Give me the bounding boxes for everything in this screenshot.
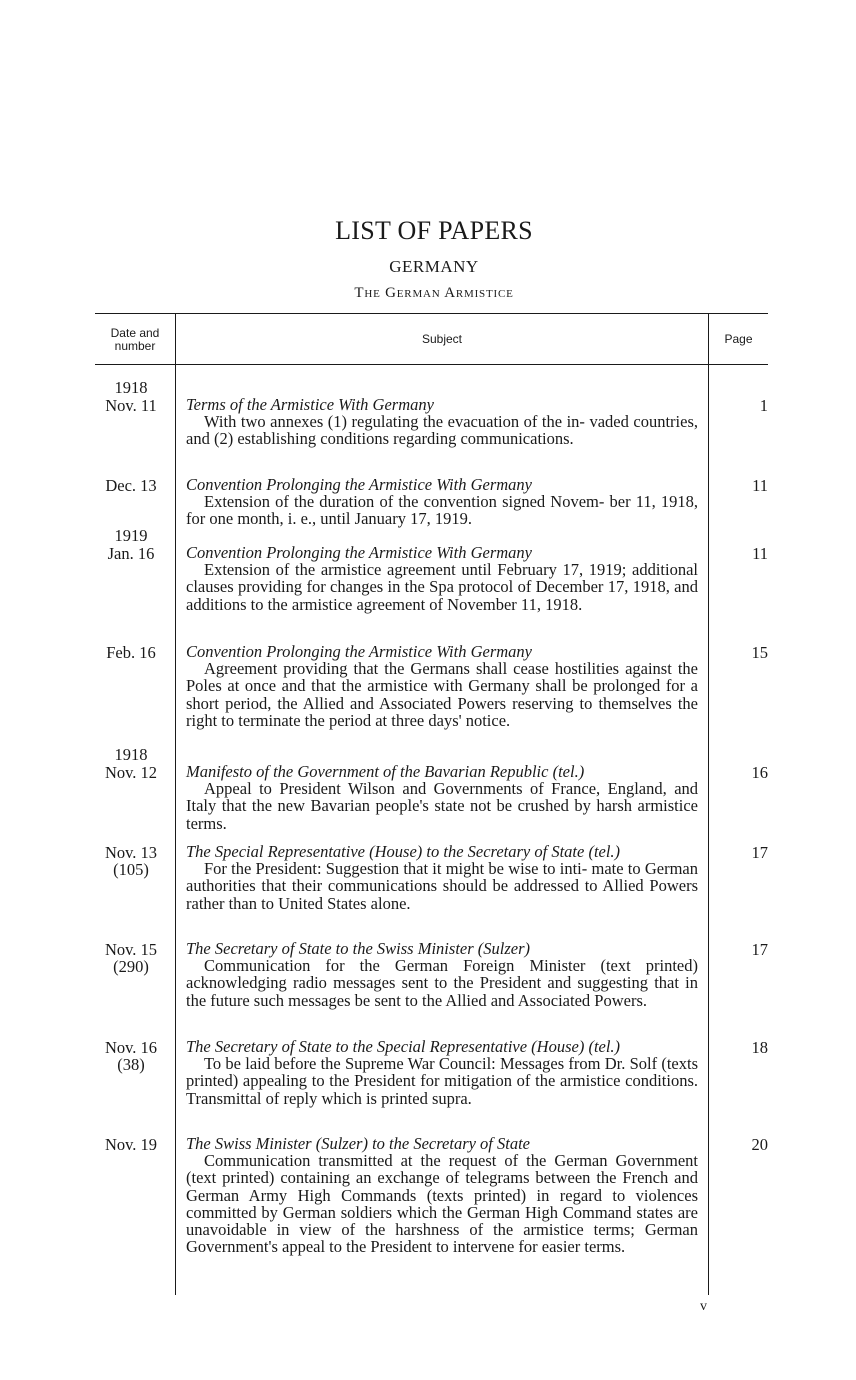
list-item: [186, 396, 698, 448]
entry-number: (38): [117, 1055, 145, 1074]
entry-description: [186, 1055, 698, 1107]
table-header-rule: [95, 364, 768, 365]
header-page: Page: [724, 332, 753, 346]
entry-title: The Secretary of State to the Special Representative (House) (tel.): [186, 1037, 621, 1056]
entry-description: [186, 413, 698, 447]
entry-date: Nov. 12: [104, 763, 158, 782]
entry-description-rest: vaded countries, and (2) establishing conditions regarding communications.: [186, 412, 698, 449]
entry-description: [186, 493, 698, 527]
entry-title: Convention Prolonging the Armistice With Germany: [186, 475, 533, 494]
entry-number: (290): [113, 957, 149, 976]
list-item: [186, 843, 698, 912]
list-item: [186, 940, 698, 1009]
entry-year: 1918: [114, 745, 148, 764]
entry-description-rest: ber 11, 1918, for one month, i. e., until January 17, 1919.: [186, 492, 698, 529]
list-item: [186, 476, 698, 528]
entry-description-first: Agreement providing that the Germans shall cease hostilities: [204, 659, 620, 679]
entry-description-first: Extension of the armistice agreement until February 17,: [204, 560, 584, 580]
entry-description: [186, 561, 698, 613]
entry-date: Nov. 15: [104, 940, 158, 959]
entry-description: [186, 957, 698, 1009]
entry-description: [186, 780, 698, 832]
entry-description-rest: mate to German authorities that their communications should be addressed to Allied Powers rather than to United States alone.: [186, 859, 698, 913]
entry-title: Convention Prolonging the Armistice With Germany: [186, 642, 533, 661]
entry-page: 20: [751, 1135, 768, 1154]
entry-description-first: With two annexes (1) regulating the evacuation of the in-: [204, 412, 585, 432]
entry-title: The Secretary of State to the Swiss Minister (Sulzer): [186, 939, 531, 958]
entry-page: 18: [751, 1038, 768, 1057]
header-date-number: [95, 327, 175, 353]
entry-description: [186, 1152, 698, 1255]
page-title: LIST OF PAPERS: [335, 216, 533, 245]
entry-date: Feb. 16: [106, 643, 156, 662]
entry-description-rest: England, and Italy that the new Bavarian people's state not be crushed by harsh armistice terms.: [186, 779, 699, 833]
list-item: [186, 544, 698, 613]
entry-description-first: Appeal to President Wilson and Governments of France,: [204, 779, 601, 799]
entry-number: (105): [113, 860, 149, 879]
entry-description-first: Communication transmitted at the request of the German: [204, 1151, 608, 1171]
entry-page: 16: [751, 763, 768, 782]
header-date-line1: Date and: [110, 326, 160, 340]
column-divider-right: [708, 313, 709, 1295]
entry-page: 1: [759, 396, 768, 415]
entry-page: 15: [751, 643, 768, 662]
entry-title: Convention Prolonging the Armistice With Germany: [186, 543, 533, 562]
entry-page: 11: [752, 476, 768, 495]
entry-description-first: Extension of the duration of the convention signed Novem-: [204, 492, 605, 512]
entry-page: 17: [751, 843, 768, 862]
entry-title: The Swiss Minister (Sulzer) to the Secretary of State: [186, 1134, 531, 1153]
entry-description-rest: Dr. Solf (texts printed) appealing to the President for mitigation of the armistice conditions. Transmittal of reply which is printed supra.: [186, 1054, 698, 1108]
list-item: [186, 643, 698, 729]
entry-description-rest: Government (text printed) containing an exchange of telegrams between the French and German Army High Commands (texts printed) in regard to violences committed by German soldiers which the German High Command states are unavoidable in view of the harshness of the armistice terms; German Government's appeal to the President to intervene for easier terms.: [186, 1151, 698, 1257]
entry-description-rest: printed) acknowledging radio messages sent to the President and suggesting that in the future such messages be sent to the Allied and Associated Powers.: [186, 956, 698, 1010]
entry-page: 11: [752, 544, 768, 563]
section-heading: The German Armistice: [354, 285, 514, 301]
header-date-line2: number: [114, 339, 156, 353]
entry-date: Dec. 13: [105, 476, 157, 495]
list-item: [186, 1135, 698, 1255]
page-folio: v: [700, 1299, 707, 1314]
entry-description-first: For the President: Suggestion that it might be wise to inti-: [204, 859, 588, 879]
entry-title: Terms of the Armistice With Germany: [186, 395, 434, 414]
entry-year: 1919: [114, 526, 148, 545]
entry-date: Nov. 19: [104, 1135, 158, 1154]
entry-description-first: To be laid before the Supreme War Council: Messages from: [204, 1054, 601, 1074]
entry-page: 17: [751, 940, 768, 959]
list-item: [186, 763, 698, 832]
entry-title: Manifesto of the Government of the Bavarian Republic (tel.): [186, 762, 585, 781]
table-top-rule: [95, 313, 768, 314]
entry-title: The Special Representative (House) to the Secretary of State (tel.): [186, 842, 621, 861]
entry-description-rest: 1919; additional clauses providing for changes in the Spa protocol of December 17, 1918, and additions to the armistice agreement of November 11, 1918.: [186, 560, 698, 614]
header-subject: Subject: [421, 332, 463, 346]
entry-date: Nov. 11: [105, 396, 157, 415]
entry-description: [186, 860, 698, 912]
entry-description-first: Communication for the German Foreign Minister (text: [204, 956, 631, 976]
entry-description: [186, 660, 698, 729]
entry-description-rest: against the Poles at once and that the armistice with Germany shall be prolonged for a short period, the Allied and Associated Powers reserving to themselves the right to terminate the period at three days' notice.: [186, 659, 698, 730]
entry-date: Nov. 13: [104, 843, 158, 862]
entry-year: 1918: [114, 378, 148, 397]
entry-date: Nov. 16: [104, 1038, 158, 1057]
entry-date: Jan. 16: [107, 544, 155, 563]
list-item: [186, 1038, 698, 1107]
country-heading: GERMANY: [389, 257, 479, 276]
